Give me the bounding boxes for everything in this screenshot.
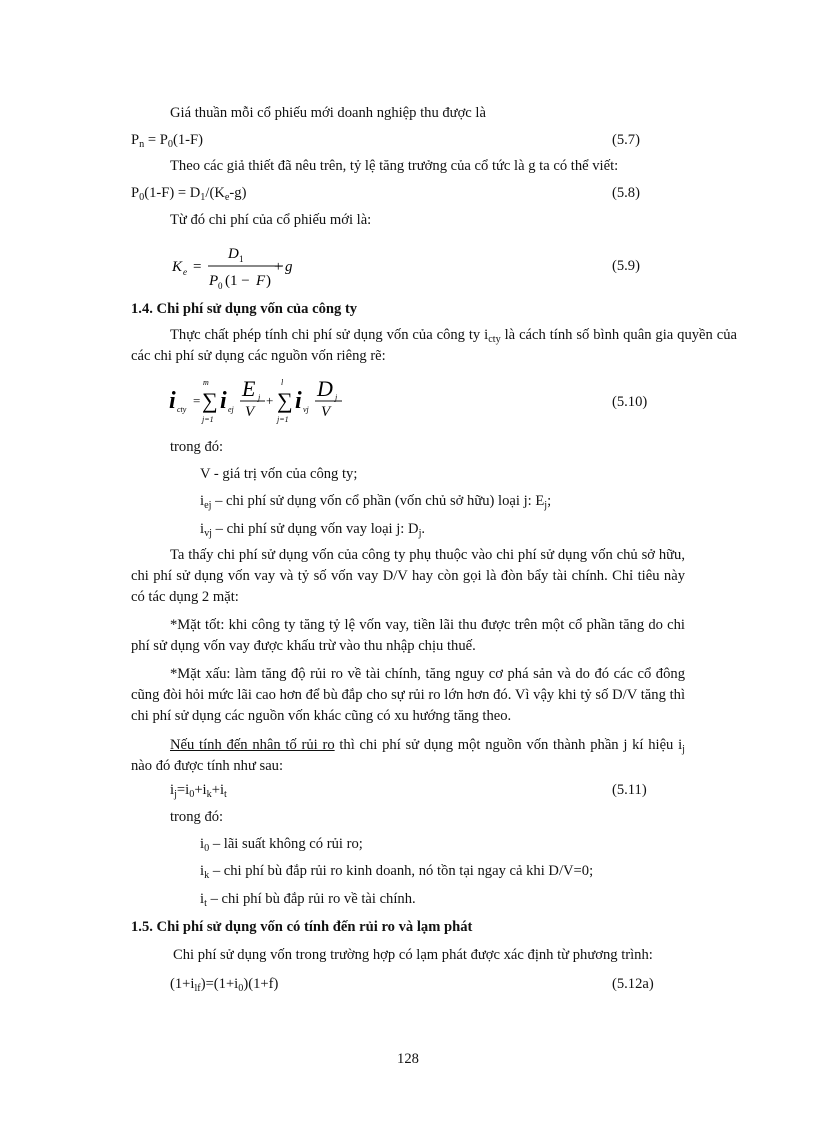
- definition-line: $i_t$ – chi phí bù đắp rủi ro về tài chính.: [200, 891, 416, 909]
- svg-text:vj: vj: [303, 405, 309, 414]
- equation-5-10: [165, 372, 385, 432]
- text-span: – chi phí bù đắp rủi ro kinh doanh, nó tồn tại ngay cả khi D/V=0;: [212, 863, 594, 879]
- svg-text:+: +: [266, 393, 274, 408]
- definition-line: $i_{vj}$ – chi phí sử dụng vốn vay loại j: $D_j$.: [200, 521, 426, 539]
- text-span: Thực chất phép tính chi phí sử dụng vốn của công ty i: [170, 327, 489, 343]
- text-span: *Mặt xấu: làm tăng độ rủi ro về tài chính, tăng nguy cơ phá sản và do đó các cổ đông cũng đòi hỏi mức lãi cao hơn để bù đắp cho sự rủi ro lớn hơn đó. Vì vậy khi tỷ số D/V tăng thì chi phí sử dụng các nguồn vốn khác cũng có xu hướng tăng theo.: [131, 666, 685, 724]
- svg-text:∑: ∑: [277, 388, 293, 413]
- text-line: trong đó:: [170, 809, 224, 825]
- text-line: Theo các giả thiết đã nêu trên, tỷ lệ tăng trưởng của cổ tức là g ta có thể viết:: [170, 158, 619, 174]
- svg-text:): ): [266, 273, 271, 289]
- paragraph: Nếu tính đến nhân tố rủi ro thì chi phí sử dụng một nguồn vốn thành phần j kí hiệu $i_j$ nào đó được tính như sau:: [131, 737, 685, 774]
- equation-5-11: $i_j=i_0+i_k+i_t$: [170, 782, 227, 800]
- svg-text:j=1: j=1: [202, 415, 214, 424]
- svg-text:D: D: [317, 376, 333, 401]
- summation-formula: [165, 372, 385, 432]
- text-span: *Mặt tốt: khi công ty tăng tỷ lệ vốn vay, tiền lãi thu được trên một cổ phần tăng do chi phí sử dụng vốn vay được khấu trừ vào thu nhập chịu thuế.: [131, 617, 685, 654]
- svg-text:e: e: [183, 267, 187, 277]
- svg-text:j=1: j=1: [277, 415, 289, 424]
- text-span: – chi phí sử dụng vốn cổ phần (vốn chủ sở hữu) loại j: E: [215, 493, 545, 509]
- svg-text:0: 0: [218, 281, 223, 290]
- text-line: Từ đó chi phí của cổ phiếu mới là:: [170, 212, 372, 228]
- text-span: thì chi phí sử dụng một nguồn vốn thành phần j kí hiệu i: [334, 737, 683, 753]
- svg-text:∑: ∑: [202, 388, 218, 413]
- equation-number: (5.12a): [612, 976, 654, 992]
- svg-text:V: V: [245, 404, 255, 420]
- text-span: là cách tính số bình quân gia quyền của các chi phí sử dụng các nguồn vốn riêng rẽ:: [131, 327, 737, 364]
- equation-5-12a: $(1+i_{lf})=(1+i_0)(1+f)$: [170, 976, 279, 994]
- svg-text:g: g: [285, 259, 293, 275]
- text-span: – chi phí bù đắp rủi ro về tài chính.: [210, 891, 416, 907]
- svg-text:i: i: [295, 388, 302, 414]
- equation-number: (5.7): [612, 132, 640, 148]
- underlined-text: Nếu tính đến nhân tố rủi ro: [170, 737, 335, 753]
- svg-text:cty: cty: [177, 405, 187, 414]
- svg-text:F: F: [256, 273, 266, 289]
- svg-text:i: i: [220, 388, 227, 414]
- text-span: – lãi suất không có rủi ro;: [212, 836, 363, 852]
- equation-number: (5.8): [612, 185, 640, 201]
- equation-number: (5.11): [612, 782, 647, 798]
- svg-text:V: V: [321, 404, 331, 420]
- equation-number: (5.10): [612, 394, 648, 410]
- svg-text:P: P: [209, 273, 219, 289]
- section-heading: 1.5. Chi phí sử dụng vốn có tính đến rủi ro và lạm phát: [131, 919, 473, 935]
- svg-text:m: m: [203, 378, 209, 387]
- subscript: cty: [488, 334, 501, 345]
- equation-number: (5.9): [612, 258, 640, 274]
- paragraph: [131, 664, 685, 727]
- svg-text:j: j: [258, 393, 261, 402]
- svg-text:j: j: [335, 393, 338, 402]
- svg-text:D: D: [228, 246, 239, 262]
- section-heading: 1.4. Chi phí sử dụng vốn của công ty: [131, 301, 358, 317]
- svg-text:K: K: [172, 259, 183, 275]
- equation-5-9: [170, 240, 370, 290]
- definition-line: $i_0$ – lãi suất không có rủi ro;: [200, 836, 363, 854]
- svg-text:i: i: [169, 388, 176, 414]
- svg-text:+: +: [274, 259, 283, 275]
- text-line: trong đó:: [170, 439, 224, 455]
- svg-text:=: =: [193, 393, 201, 408]
- paragraph: [131, 545, 685, 608]
- paragraph: [131, 325, 737, 367]
- fraction-formula: [170, 240, 370, 290]
- text-span: Ta thấy chi phí sử dụng vốn của công ty phụ thuộc vào chi phí sử dụng vốn chủ sở hữu, chi phí sử dụng vốn vay và tỷ số vốn vay D/V hay còn gọi là đòn bẩy tài chính. Chỉ tiêu này có tác dụng 2 mặt:: [131, 547, 685, 605]
- text-line: Chi phí sử dụng vốn trong trường hợp có lạm phát được xác định từ phương trình:: [173, 947, 653, 963]
- text-span: nào đó được tính như sau:: [131, 758, 284, 774]
- text-span: – chi phí sử dụng vốn vay loại j: D: [215, 521, 419, 537]
- svg-text:l: l: [281, 378, 284, 387]
- svg-text:ej: ej: [228, 405, 234, 414]
- equation-5-7: $P_n = P_0(1-F)$: [131, 132, 203, 150]
- equation-5-8: $P_0(1-F) = D_1/(K_e-g)$: [131, 185, 247, 203]
- svg-text:=: =: [193, 259, 202, 275]
- svg-text:E: E: [242, 376, 256, 401]
- svg-text:1: 1: [239, 254, 244, 264]
- svg-text:(1 −: (1 −: [225, 273, 250, 289]
- definition-line: V - giá trị vốn của công ty;: [200, 466, 358, 482]
- text-line: Giá thuần mỗi cổ phiếu mới doanh nghiệp thu được là: [170, 105, 486, 121]
- page-number: 128: [397, 1051, 419, 1067]
- definition-line: $i_{ej}$ – chi phí sử dụng vốn cổ phần (vốn chủ sở hữu) loại j: $E_j$;: [200, 493, 552, 511]
- paragraph: [131, 615, 685, 657]
- definition-line: $i_k$ – chi phí bù đắp rủi ro kinh doanh, nó tồn tại ngay cả khi D/V=0;: [200, 863, 594, 881]
